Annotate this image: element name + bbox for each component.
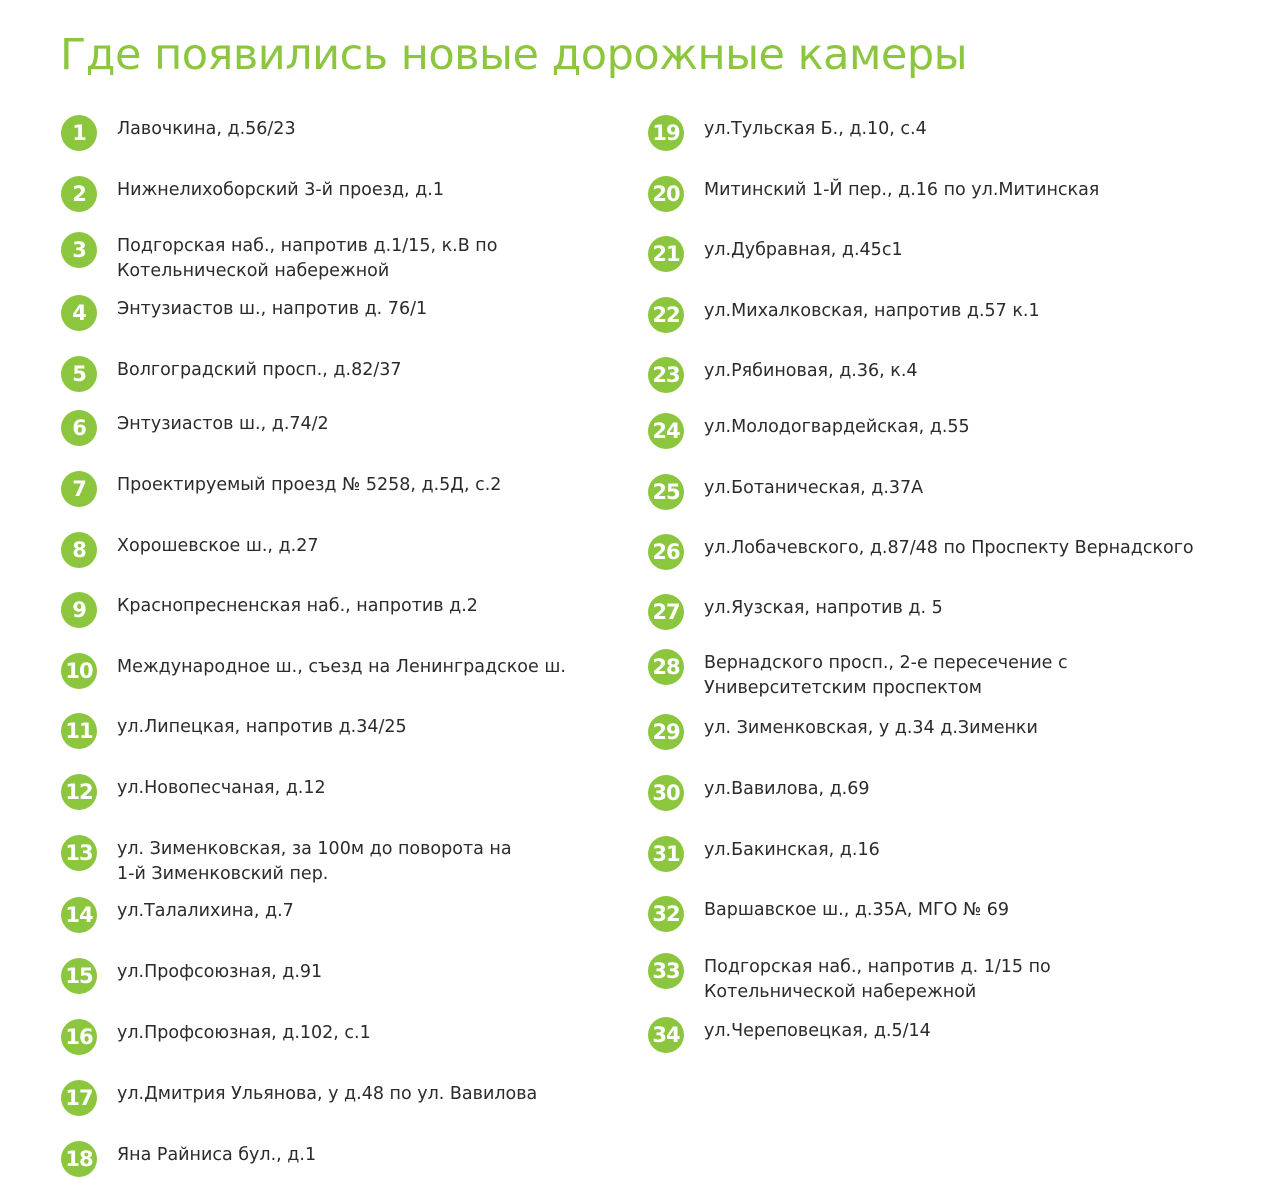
item-number-badge: 19	[648, 115, 684, 151]
item-address: ул.Профсоюзная, д.91	[117, 962, 323, 982]
item-number-badge: 21	[648, 236, 684, 272]
item-number-badge: 15	[61, 958, 97, 994]
list-item	[61, 412, 637, 446]
item-number-badge: 23	[648, 357, 684, 393]
item-number-badge: 14	[61, 897, 97, 933]
item-number-badge: 20	[648, 176, 684, 212]
item-number-badge: 8	[61, 532, 97, 568]
item-number-badge: 17	[61, 1080, 97, 1116]
list-item	[61, 534, 637, 568]
item-number-badge: 6	[61, 410, 97, 446]
list-item	[648, 117, 1224, 151]
list-item	[648, 596, 1224, 630]
item-number-badge: 29	[648, 714, 684, 750]
list-item	[61, 473, 637, 507]
item-address: ул.Талалихина, д.7	[117, 901, 294, 921]
list-item	[648, 476, 1224, 510]
item-address: ул.Вавилова, д.69	[704, 779, 870, 799]
item-address: Подгорская наб., напротив д. 1/15 по Котельнической набережной	[704, 957, 1051, 1002]
item-address: Хорошевское ш., д.27	[117, 536, 319, 556]
item-number-badge: 2	[61, 176, 97, 212]
item-address: Подгорская наб., напротив д.1/15, к.В по Котельнической набережной	[117, 236, 498, 281]
item-number-badge: 5	[61, 356, 97, 392]
item-address: Энтузиастов ш., напротив д. 76/1	[117, 299, 428, 319]
list-item	[648, 955, 1194, 1005]
item-number-badge: 28	[648, 649, 684, 685]
list-item	[61, 358, 637, 392]
item-address: ул.Бакинская, д.16	[704, 840, 880, 860]
list-item	[61, 837, 517, 887]
item-address: Нижнелихоборский 3-й проезд, д.1	[117, 180, 444, 200]
item-number-badge: 3	[61, 232, 97, 268]
item-address: ул.Новопесчаная, д.12	[117, 778, 326, 798]
item-address: ул.Ботаническая, д.37А	[704, 478, 924, 498]
item-number-badge: 18	[61, 1141, 97, 1177]
item-number-badge: 7	[61, 471, 97, 507]
list-item	[648, 651, 1224, 701]
item-number-badge: 30	[648, 775, 684, 811]
list-item	[648, 299, 1224, 333]
item-number-badge: 33	[648, 953, 684, 989]
list-item	[61, 1143, 637, 1177]
list-item	[648, 777, 1224, 811]
item-address: Проектируемый проезд № 5258, д.5Д, с.2	[117, 475, 502, 495]
item-number-badge: 11	[61, 713, 97, 749]
item-address: ул.Молодогвардейская, д.55	[704, 417, 970, 437]
list-item	[648, 238, 1224, 272]
list-item	[648, 359, 1224, 393]
list-item	[61, 960, 637, 994]
list-item	[61, 178, 637, 212]
item-address: ул. Зименковская, у д.34 д.Зименки	[704, 718, 1038, 738]
item-number-badge: 13	[61, 835, 97, 871]
list-item	[648, 1019, 1224, 1053]
list-item	[61, 1082, 637, 1116]
list-item	[648, 898, 1224, 932]
item-address: ул.Дмитрия Ульянова, у д.48 по ул. Вавилова	[117, 1084, 538, 1104]
item-number-badge: 25	[648, 474, 684, 510]
item-number-badge: 32	[648, 896, 684, 932]
list-item	[648, 838, 1224, 872]
list-item	[648, 536, 1224, 570]
item-number-badge: 27	[648, 594, 684, 630]
item-number-badge: 31	[648, 836, 684, 872]
item-address: Краснопресненская наб., напротив д.2	[117, 596, 478, 616]
item-address: Варшавское ш., д.35А, МГО № 69	[704, 900, 1009, 920]
item-address: Волгоградский просп., д.82/37	[117, 360, 402, 380]
item-number-badge: 10	[61, 653, 97, 689]
list-item	[61, 234, 637, 284]
item-address: ул.Дубравная, д.45с1	[704, 240, 903, 260]
item-address: Лавочкина, д.56/23	[117, 119, 296, 139]
item-number-badge: 12	[61, 774, 97, 810]
item-address: ул.Рябиновая, д.36, к.4	[704, 361, 918, 381]
item-number-badge: 34	[648, 1017, 684, 1053]
list-item	[61, 899, 637, 933]
list-item	[648, 178, 1224, 212]
list-item	[61, 297, 637, 331]
item-address: ул.Липецкая, напротив д.34/25	[117, 717, 407, 737]
list-item	[61, 715, 637, 749]
item-number-badge: 24	[648, 413, 684, 449]
item-address: ул.Михалковская, напротив д.57 к.1	[704, 301, 1040, 321]
item-address: Энтузиастов ш., д.74/2	[117, 414, 329, 434]
item-number-badge: 9	[61, 592, 97, 628]
page-title: Где появились новые дорожные камеры	[60, 30, 968, 80]
item-address: ул.Лобачевского, д.87/48 по Проспекту Вернадского	[704, 538, 1194, 558]
list-item	[61, 655, 637, 689]
item-address: Митинский 1-Й пер., д.16 по ул.Митинская	[704, 180, 1100, 200]
item-address: ул. Зименковская, за 100м до поворота на 1-й Зименковский пер.	[117, 839, 512, 884]
item-address: Яна Райниса бул., д.1	[117, 1145, 317, 1165]
list-item	[648, 716, 1224, 750]
item-address: ул.Профсоюзная, д.102, с.1	[117, 1023, 371, 1043]
item-number-badge: 26	[648, 534, 684, 570]
list-item	[648, 415, 1224, 449]
item-number-badge: 4	[61, 295, 97, 331]
item-address: ул.Тульская Б., д.10, с.4	[704, 119, 927, 139]
list-item	[61, 594, 637, 628]
item-number-badge: 16	[61, 1019, 97, 1055]
list-item	[61, 776, 637, 810]
item-address: Международное ш., съезд на Ленинградское ш.	[117, 657, 566, 677]
item-number-badge: 1	[61, 115, 97, 151]
item-number-badge: 22	[648, 297, 684, 333]
item-address: ул.Череповецкая, д.5/14	[704, 1021, 931, 1041]
item-address: Вернадского просп., 2-е пересечение с Университетским проспектом	[704, 653, 1068, 698]
list-item	[61, 1021, 637, 1055]
list-item	[61, 117, 637, 151]
item-address: ул.Яузская, напротив д. 5	[704, 598, 943, 618]
